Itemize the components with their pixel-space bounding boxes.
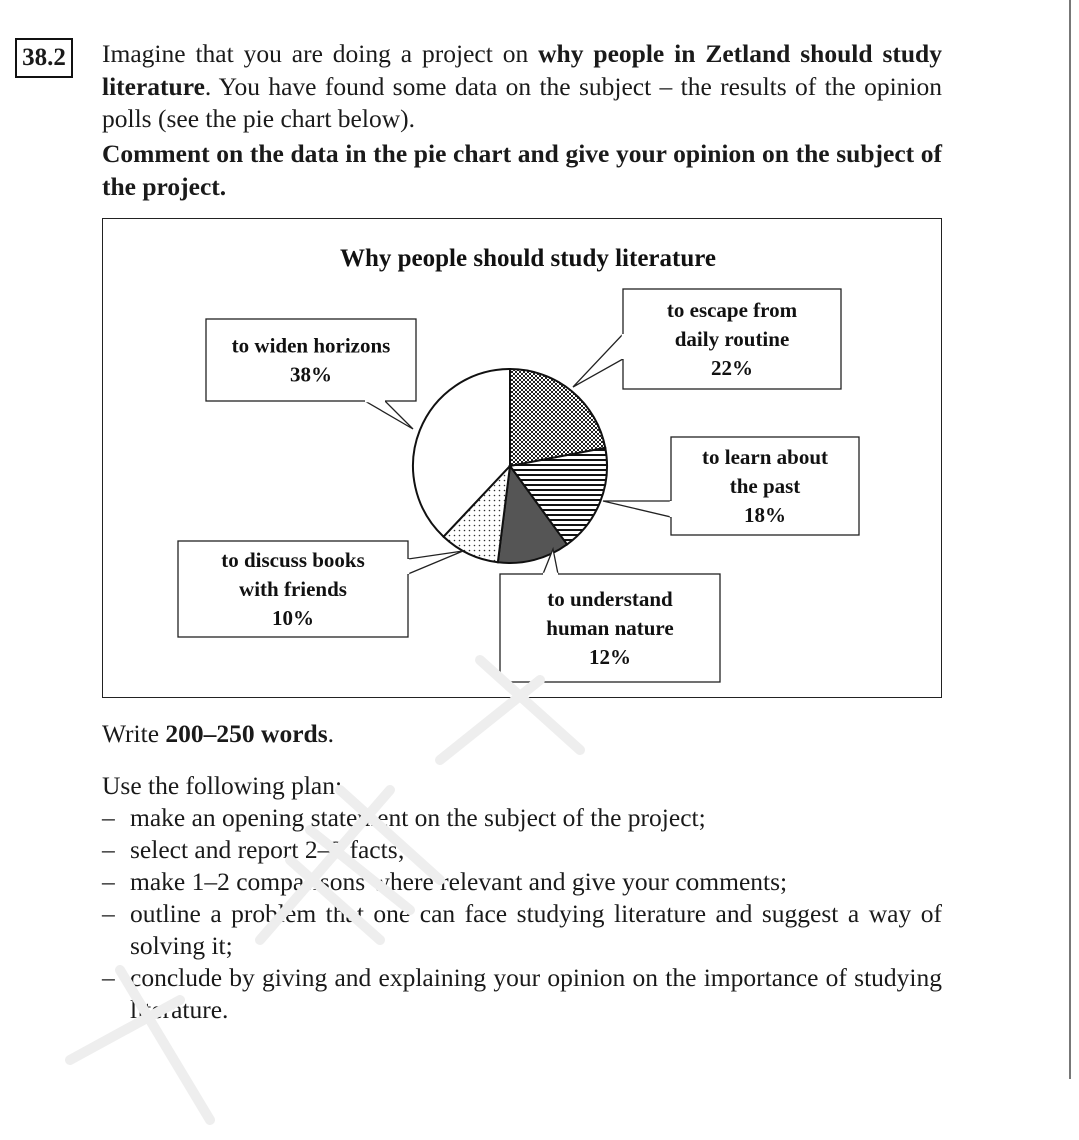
slice-category-label: to learn about: [702, 445, 828, 469]
pie-chart: [103, 219, 941, 697]
callout-box: [206, 319, 416, 401]
slice-value-label: 10%: [272, 606, 314, 630]
intro-text-1: Imagine that you are doing a project on: [102, 39, 539, 68]
word-count-suffix: .: [327, 719, 334, 748]
word-count-prefix: Write: [102, 719, 166, 748]
chart-title: Why people should study literature: [340, 245, 716, 272]
slice-value-label: 18%: [744, 503, 786, 527]
word-count-requirement: [102, 718, 334, 750]
plan-item: – conclude by giving and explaining your opinion on the importance of studying literature.: [102, 962, 942, 1026]
task-intro: [102, 38, 942, 136]
slice-value-label: 12%: [589, 645, 631, 669]
slice-category-label: human nature: [546, 616, 674, 640]
callout-pointer: [408, 551, 463, 574]
slice-category-label: to widen horizons: [231, 333, 391, 358]
task-number: 38.2: [15, 38, 73, 78]
slice-category-label: the past: [729, 474, 801, 498]
plan-item: – outline a problem that one can face studying literature and suggest a way of solving it;: [102, 898, 942, 962]
plan-item: – make an opening statement on the subject of the project;: [102, 802, 942, 834]
slice-value-label: 38%: [290, 362, 332, 387]
intro-topic: why people in Zetland should study literature: [102, 39, 942, 101]
plan-item: – make 1–2 comparisons where relevant and give your comments;: [102, 866, 942, 898]
slice-value-label: 22%: [711, 356, 753, 380]
slice-category-label: with friends: [239, 577, 347, 601]
slice-category-label: to escape from: [666, 298, 798, 322]
intro-text-2: . You have found some data on the subject – the results of the opinion polls (see the pie chart below).: [102, 71, 942, 133]
callout-pointer: [603, 501, 671, 517]
callout-pointer: [573, 334, 623, 387]
plan-list: [102, 802, 942, 1026]
slice-category-label: to discuss books: [221, 548, 365, 572]
page-edge-line: [1069, 0, 1071, 1079]
slice-category-label: to understand: [547, 587, 673, 611]
task-instruction: Comment on the data in the pie chart and give your opinion on the subject of the project.: [102, 139, 942, 201]
word-count-value: 200–250 words: [165, 719, 328, 748]
slice-category-label: daily routine: [674, 327, 790, 351]
pie-chart-frame: [102, 218, 942, 698]
plan-title: Use the following plan:: [102, 771, 343, 800]
callout-pointer: [365, 401, 413, 429]
plan-item: – select and report 2–3 facts;: [102, 834, 942, 866]
